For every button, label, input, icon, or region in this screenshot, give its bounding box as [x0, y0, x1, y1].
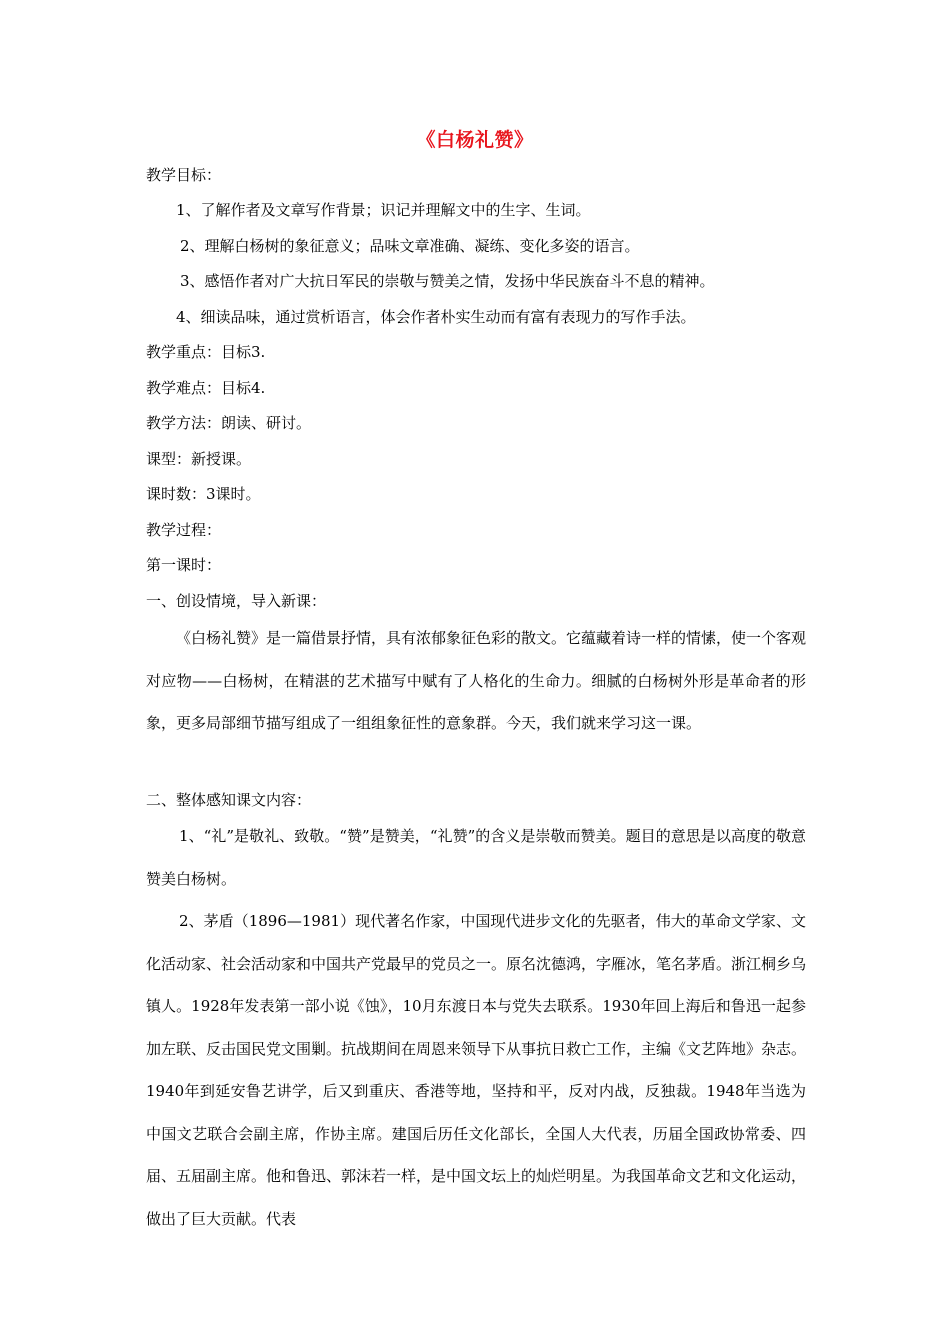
goal-item-1: 1、了解作者及文章写作背景；识记并理解文中的生字、生词。 [176, 201, 591, 219]
document-title: 《白杨礼赞》 [416, 129, 534, 151]
section-heading-2: 二、整体感知课文内容： [146, 791, 312, 809]
goal-item-2: 2、理解白杨树的象征意义；品味文章准确、凝练、变化多姿的语言。 [180, 237, 640, 255]
section-heading-1: 一、创设情境，导入新课： [146, 592, 327, 610]
first-lesson-heading: 第一课时： [146, 556, 222, 574]
teaching-process-heading: 教学过程： [146, 521, 222, 539]
lesson-count: 课时数：3课时。 [146, 485, 261, 503]
heading-teaching-goals: 教学目标： [146, 166, 222, 184]
teaching-focus: 教学重点：目标3. [146, 343, 266, 361]
intro-paragraph: 《白杨礼赞》是一篇借景抒情，具有浓郁象征色彩的散文。它蕴藏着诗一样的情愫，使一个客观对应物——白杨树，在精湛的艺术描写中赋有了人格化的生命力。细腻的白杨树外形是革命者的形象，更多局部细节描写组成了一组组象征性的意象群。今天，我们就来学习这一课。 [146, 629, 807, 732]
teaching-difficulty: 教学难点：目标4. [146, 379, 266, 397]
lesson-type: 课型：新授课。 [146, 450, 252, 468]
teaching-method: 教学方法：朗读、研讨。 [146, 414, 312, 432]
goal-item-3: 3、感悟作者对广大抗日军民的崇敬与赞美之情，发扬中华民族奋斗不息的精神。 [180, 272, 715, 290]
goal-item-4: 4、细读品味，通过赏析语言，体会作者朴实生动而有富有表现力的写作手法。 [176, 308, 696, 326]
title-meaning-paragraph: 1、“礼”是敬礼、致敬。“赞”是赞美，“礼赞”的含义是崇敬而赞美。题目的意思是以高度的敬意赞美白杨树。 [146, 827, 806, 888]
author-bio-paragraph: 2、茅盾（1896—1981）现代著名作家，中国现代进步文化的先驱者，伟大的革命文学家、文化活动家、社会活动家和中国共产党最早的党员之一。原名沈德鸿，字雁冰，笔名茅盾。浙江桐乡乌镇人。1928年发表第一部小说《蚀》，10月东渡日本与党失去联系。1930年回上海后和鲁迅一起参加左联、反击国民党文围剿。抗战期间在周恩来领导下从事抗日救亡工作，主编《文艺阵地》杂志。1940年到延安鲁艺讲学，后又到重庆、香港等地，坚持和平，反对内战，反独裁。1948年当选为中国文艺联合会副主席，作协主席。建国后历任文化部长，全国人大代表，历届全国政协常委、四届、五届副主席。他和鲁迅、郭沫若一样，是中国文坛上的灿烂明星。为我国革命文艺和文化运动，做出了巨大贡献。代表 [146, 912, 807, 1228]
